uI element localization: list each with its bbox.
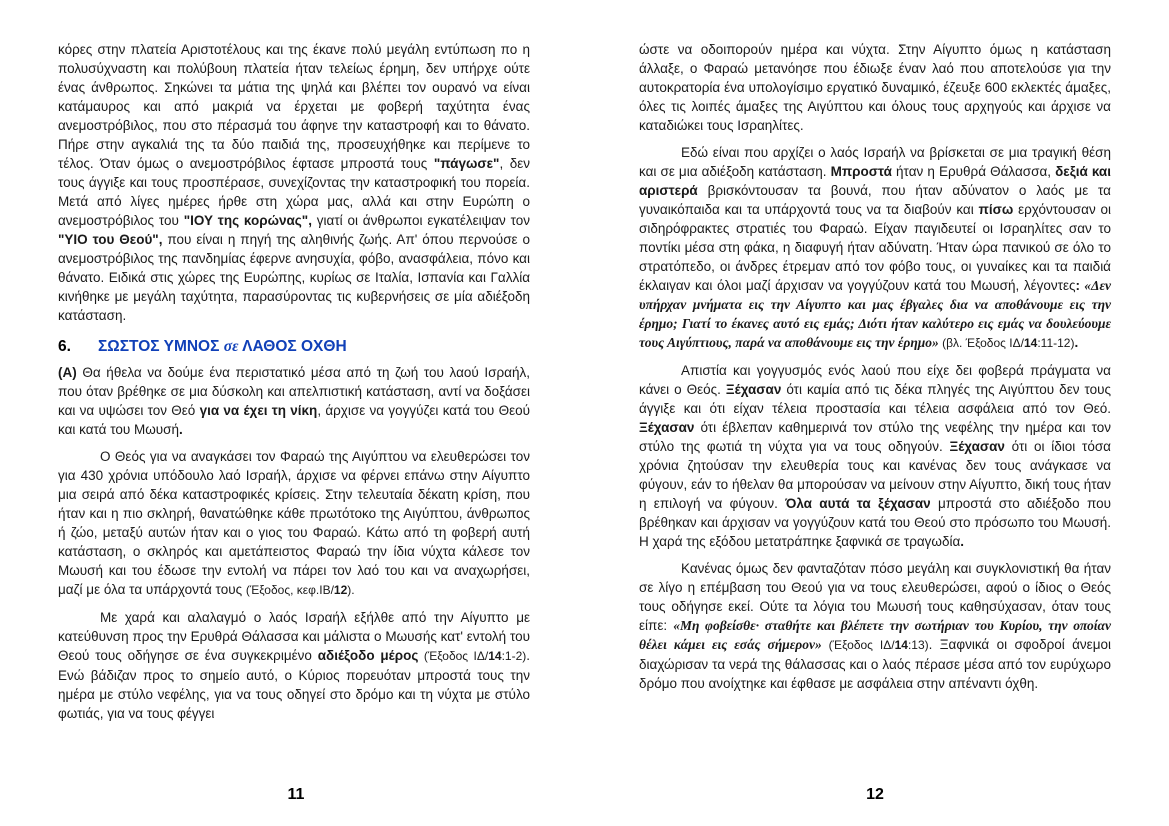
page-number-right: 12 [866,786,884,803]
paragraph: Ο Θεός για να αναγκάσει τον Φαραώ της Αιγύπτου να ελευθερώσει τον για 430 χρόνια υπόδουλο λαό Ισραήλ, άρχισε να φέρνει επάνω στην Αίγυπτο μια σειρά από δέκα καταστροφικές κρίσεις. Στην τελευταία δέκατη κρίση, που ήταν και η πιο σκληρή, θανατώθηκε κάθε πρωτότοκο της Αιγύπτου, άνθρωπος ή ζώο, μεταξύ αυτών ήταν και ο γιος του Φαραώ. Κάτω από τη φοβερή αυτή κατάσταση, ο σκληρός και αμετάπειστος Φαραώ την ίδια νύχτα κάλεσε τον Μωυσή και του έδωσε την εντολή να πάρει τον λαό του και να αναχωρήσει, μαζί με όλα τα υπάρχοντά τους (Έξοδος, κεφ.ΙΒ/12). [58,449,530,597]
paragraph: ώστε να οδοιπορούν ημέρα και νύχτα. Στην Αίγυπτο όμως η κατάσταση άλλαξε, ο Φαραώ μετανόησε που έδιωξε έναν λαό που αποτελούσε για την αυτοκρατορία ένα υπολογίσιμο εργατικό δυναμικό, έζευξε 600 εκλεκτές άμαξες, όλες τις λοιπές άμαξες της Αιγύπτου και όλους τους αρχηγούς και άρχισε να καταδιώκει τους Ισραηλίτες. [639,42,1111,133]
page-number-left: 11 [287,786,305,803]
scripture-quote: «Δεν υπήρχαν μνήματα εις την Αίγυπτο και μας έβγαλες δια να αποθάνουμε εις την έρημο; Γιατί το έκανες αυτό εις εμάς; Διότι ήταν καλύτερο εις εμάς να δουλεύουμε τους Αιγύπτιους, παρά να αποθάνουμε εις την έρημο» [639,278,1111,350]
paragraph: (Α) Θα ήθελα να δούμε ένα περιστατικό μέσα από τη ζωή του λαού Ισραήλ, που όταν βρέθηκε σε μια δύσκολη και απελπιστική κατάσταση, αντί να δοξάσει και να υψώσει τον Θεό για να έχει τη νίκη, άρχισε να γογγύζει κατά του Θεού και κατά του Μωυσή. [58,365,530,437]
paragraph: Εδώ είναι που αρχίζει ο λαός Ισραήλ να βρίσκεται σε μια τραγική θέση και σε μια αδιέξοδη κατάσταση. Μπροστά ήταν η Ερυθρά Θάλασσα, δεξιά και αριστερά βρισκόντουσαν τα βουνά, που ήταν αδύνατον ο λαός με τα γυναικόπαιδα και τα υπάρχοντά τους να τα διαβούν και πίσω ερχόντουσαν οι σιδηρόφρακτες στρατιές του Φαραώ. Είχαν παγιδευτεί οι Ισραηλίτες σαν το ποντίκι μέσα στη φάκα, η διαφυγή ήταν αδύνατη. Ήταν ώρα πανικού σε όλο το στρατόπεδο, οι άνδρες έτρεμαν από τον φόβο τους, οι γυναίκες και τα παιδιά έκλαιγαν και όλοι μαζί άρχισαν να γογγύζουν κατά του Μωυσή, λέγοντες: «Δεν υπήρχαν μνήματα εις την Αίγυπτο και μας έβγαλες δια να αποθάνουμε εις την έρημο; Γιατί το έκανες αυτό εις εμάς; Διότι ήταν καλύτερο εις εμάς να δουλεύουμε τους Αιγύπτιους, παρά να αποθάνουμε εις την έρημο» (βλ. Έξοδος ΙΔ/14:11-12). [639,145,1112,350]
paragraph-label: (Α) [58,365,77,380]
scripture-quote: «Μη φοβείσθε· σταθήτε και βλέπετε την σωτήριαν του Κυρίου, την οποίαν θέλει κάμει εις εσάς σήμερον» [639,618,1111,652]
paragraph: κόρες στην πλατεία Αριστοτέλους και της έκανε πολύ μεγάλη εντύπωση πο η πολυσύχναστη και πολύβουη πλατεία ήταν τελείως έρημη, δεν υπήρχε ούτε ένας άνθρωπος. Σηκώνει τα μάτια της ψηλά και βλέπει τον ουρανό να είναι κατάμαυρος και από μακριά να έρχεται με φοβερή ταχύτητα ένας ανεμοστρόβιλος, που στο πέρασμά του άφηνε την καταστροφή και το θάνατο. Πήρε στην αγκαλιά της τα δύο παιδιά της, προσευχήθηκε και περίμενε το τέλος. Όταν όμως ο ανεμοστρόβιλος έφτασε μπροστά τους "πάγωσε", δεν τους άγγιξε και τους προσπέρασε, συνεχίζοντας την καταστροφική του πορεία. Μετά από λίγες ημέρες ήρθε στη χώρα μας, αλλά και στην Ευρώπη ο ανεμοστρόβιλος του "ΙΟΥ της κορώνας", γιατί οι άνθρωποι εγκατέλειψαν τον "ΥΙΟ του Θεού", που είναι η πηγή της αληθινής ζωής. Απ' όπου περνούσε ο ανεμοστρόβιλος της πανδημίας έφερνε ανησυχία, φόβο, ανασφάλεια, πόνο και θάνατο. Ειδικά στις χώρες της Ευρώπης, κυρίως σε Ιταλία, Ισπανία και Γαλλία κινήθηκε με μεγάλη ταχύτητα, παρασύροντας τις κυβερνήσεις σε μία αδιέξοδη κατάσταση. [58,42,530,323]
left-page [58,40,530,780]
paragraph: Απιστία και γογγυσμός ενός λαού που είχε δει φοβερά πράγματα να κάνει ο Θεός. Ξέχασαν ότι καμία από τις δέκα πληγές της Αιγύπτου δεν τους άγγιξε και ότι είχαν τέλεια προστασία και τέλεια ασφάλεια από τον Θεό. Ξέχασαν ότι έβλεπαν καθημερινά τον στύλο της νεφέλης την ημέρα και τον στύλο της φωτιά τη νύχτα για να τους οδηγούν. Ξέχασαν ότι οι ίδιοι τόσα χρόνια ζητούσαν την ελευθερία τους και κανένας δεν τους ανάγκασε να φύγουν, εάν το ήθελαν θα μπορούσαν να μείνουν στην Αίγυπτο, δική τους ήταν η επιλογή να φύγουν. Όλα αυτά τα ξέχασαν μπροστά στο αδιέξοδο που βρέθηκαν και άρχισαν να γογγύζουν κατά του Θεού στο πρόσωπο του Μωυσή. Η χαρά της εξόδου μετατράπηκε ξαφνικά σε τραγωδία. [639,363,1111,549]
section-number: 6. [58,338,71,355]
right-page [639,40,1111,780]
section-heading: 6. ΣΩΣΤΟΣ ΥΜΝΟΣ σε ΛΑΘΟΣ ΟΧΘΗ [58,338,347,355]
paragraph: Με χαρά και αλαλαγμό ο λαός Ισραήλ εξήλθε από την Αίγυπτο με κατεύθυνση προς την Ερυθρά Θάλασσα και μάλιστα ο Μωυσής κατ' εντολή του Θεού τους οδήγησε σε ένα συγκεκριμένο αδιέξοδο μέρος (Έξοδος ΙΔ/14:1-2). Ενώ βάδιζαν προς το σημείο αυτό, ο Κύριος πορευόταν μπροστά τους την ημέρα με στύλο νεφέλης, για να τους οδηγεί στο δρόμο και τη νύχτα με στύλο φωτιάς, για να τους φέγγει [58,610,531,721]
paragraph: Κανένας όμως δεν φανταζόταν πόσο μεγάλη και συγκλονιστική θα ήταν σε λίγο η επέμβαση του Θεού για να τους ελευθερώσει, αφού ο ίδιος ο Θεός τους οδήγησε εκεί. Ούτε τα λόγια του Μωυσή τους καθησύχασαν, όταν τους είπε: «Μη φοβείσθε· σταθήτε και βλέπετε την σωτήριαν του Κυρίου, την οποίαν θέλει κάμει εις εσάς σήμερον» (Έξοδος ΙΔ/14:13). Ξαφνικά οι σφοδροί άνεμοι διαχώρισαν τα νερά της θάλασσας και ο λαός πέρασε μέσα από τον ευρύχωρο δρόμο που ανοίχτηκε και έφθασε με ασφάλεια στην απέναντι όχθη. [639,561,1111,691]
